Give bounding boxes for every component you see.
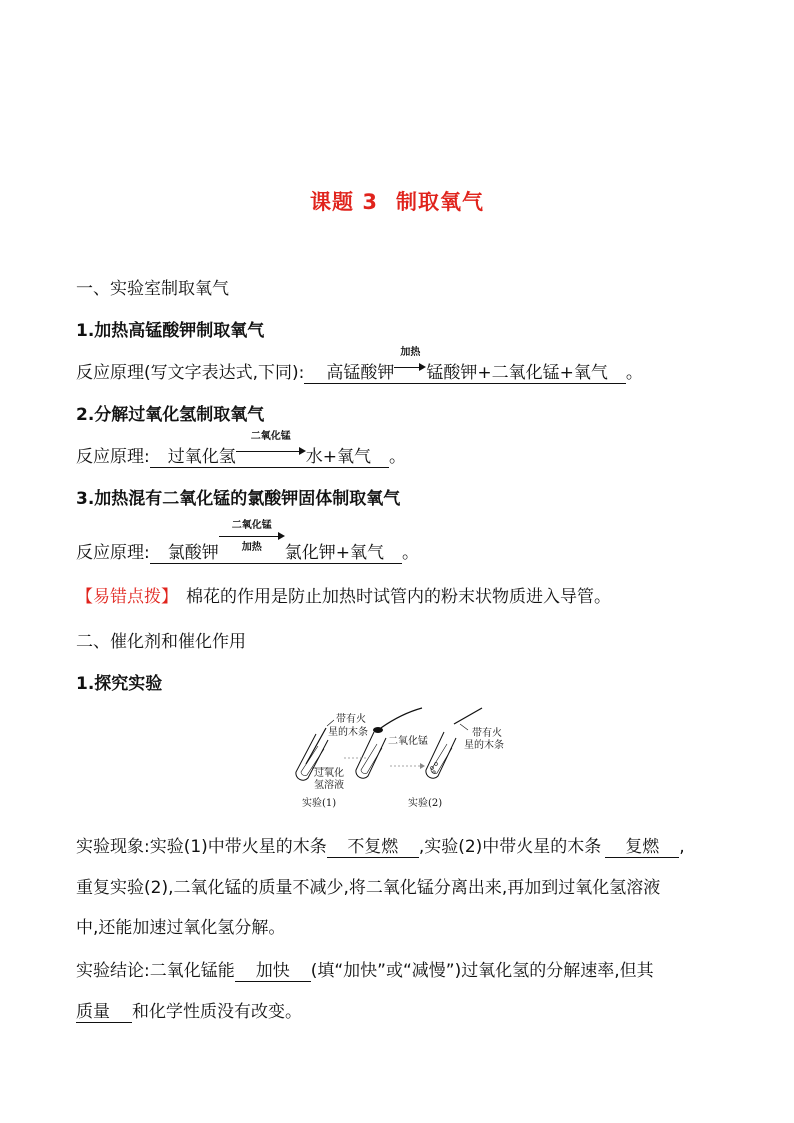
part1-answer — [304, 347, 626, 384]
fig-label-splint3: 带有火 — [472, 728, 502, 739]
part1-label: 反应原理(写文字表达式,下同): — [76, 363, 305, 383]
part1-condition: 加热 — [400, 347, 421, 358]
section2-heading: 二、催化剂和催化作用 — [76, 632, 246, 652]
test-tube-3 — [426, 732, 456, 778]
tip-text: 棉花的作用是防止加热时试管内的粉末状物质进入导管。 — [186, 587, 611, 607]
section1-heading: 一、实验室制取氧气 — [76, 279, 229, 299]
conclusion-text1: 实验结论:二氧化锰能 — [76, 961, 235, 981]
part2-reactant: 过氧化氢 — [167, 447, 236, 467]
conclusion-line2 — [76, 1001, 302, 1023]
phenomenon-line3: 中,还能加速过氧化氢分解。 — [76, 918, 286, 938]
part1-reactant: 高锰酸钾 — [326, 363, 395, 383]
part3-answer — [150, 520, 402, 564]
title-prefix: 课题 3 — [310, 190, 378, 214]
reaction-arrow — [219, 520, 285, 558]
page-title — [0, 186, 794, 216]
part3-condition-below: 加热 — [241, 542, 262, 553]
fig-label-splint1: 带有火 — [336, 714, 366, 725]
part2-label: 反应原理: — [76, 447, 150, 467]
spoon — [378, 708, 422, 730]
part3-end: 。 — [401, 543, 419, 563]
fig-label-h2o2-1: 过氧化 — [314, 768, 344, 779]
phenomenon-text1: 实验现象:实验(1)中带火星的木条 — [76, 837, 327, 857]
part3-heading: 3.加热混有二氧化锰的氯酸钾固体制取氧气 — [76, 489, 401, 509]
fig-label-mno2: 二氧化锰 — [388, 736, 428, 747]
reaction-arrow — [394, 347, 426, 378]
phenomenon-answer2: 复燃 — [605, 837, 679, 858]
part4-heading: 1.探究实验 — [76, 674, 163, 694]
part1-end: 。 — [625, 363, 643, 383]
part2-end: 。 — [388, 447, 406, 467]
test-tube-2 — [356, 732, 386, 778]
conclusion-answer1: 加快 — [235, 961, 311, 982]
fig-label-h2o2-2: 氢溶液 — [314, 780, 344, 791]
part2-condition: 二氧化锰 — [250, 431, 291, 442]
phenomenon-line1 — [76, 836, 685, 858]
part3-products: 氯化钾+氧气 — [284, 543, 384, 563]
part2-answer — [150, 431, 389, 468]
experiment-figure — [282, 706, 528, 810]
fig-caption-1: 实验(1) — [302, 798, 337, 809]
splint-1 — [306, 728, 326, 764]
phenomenon-line2: 重复实验(2),二氧化锰的质量不减少,将二氧化锰分离出来,再加到过氧化氢溶液 — [76, 878, 661, 898]
tip-line — [76, 586, 611, 608]
title-main: 制取氧气 — [395, 190, 484, 214]
part3-reactant: 氯酸钾 — [167, 543, 219, 563]
part3-equation — [76, 520, 419, 564]
phenomenon-text3: , — [679, 837, 685, 857]
fig-caption-2: 实验(2) — [408, 798, 443, 809]
conclusion-text2: (填“加快”或“减慢”)过氧化氢的分解速率,但其 — [310, 961, 654, 981]
conclusion-line1 — [76, 960, 654, 982]
conclusion-text3: 和化学性质没有改变。 — [132, 1002, 302, 1022]
part3-label: 反应原理: — [76, 543, 150, 563]
part2-products: 水+氧气 — [305, 447, 371, 467]
reaction-arrow — [236, 431, 306, 462]
tip-label: 【易错点拨】 — [76, 587, 178, 607]
conclusion-answer2: 质量 — [76, 1002, 132, 1023]
part1-equation — [76, 347, 643, 384]
part2-equation — [76, 431, 406, 468]
part2-heading: 2.分解过氧化氢制取氧气 — [76, 405, 265, 425]
part1-heading: 1.加热高锰酸钾制取氧气 — [76, 321, 265, 341]
part3-condition-above: 二氧化锰 — [231, 520, 272, 531]
fig-label-splint4: 星的木条 — [464, 740, 504, 751]
splint-2 — [454, 708, 482, 724]
phenomenon-answer1: 不复燃 — [327, 837, 419, 858]
fig-label-splint2: 星的木条 — [328, 727, 368, 738]
phenomenon-text2: ,实验(2)中带火星的木条 — [418, 837, 602, 857]
part1-products: 锰酸钾+二氧化锰+氧气 — [426, 363, 608, 383]
